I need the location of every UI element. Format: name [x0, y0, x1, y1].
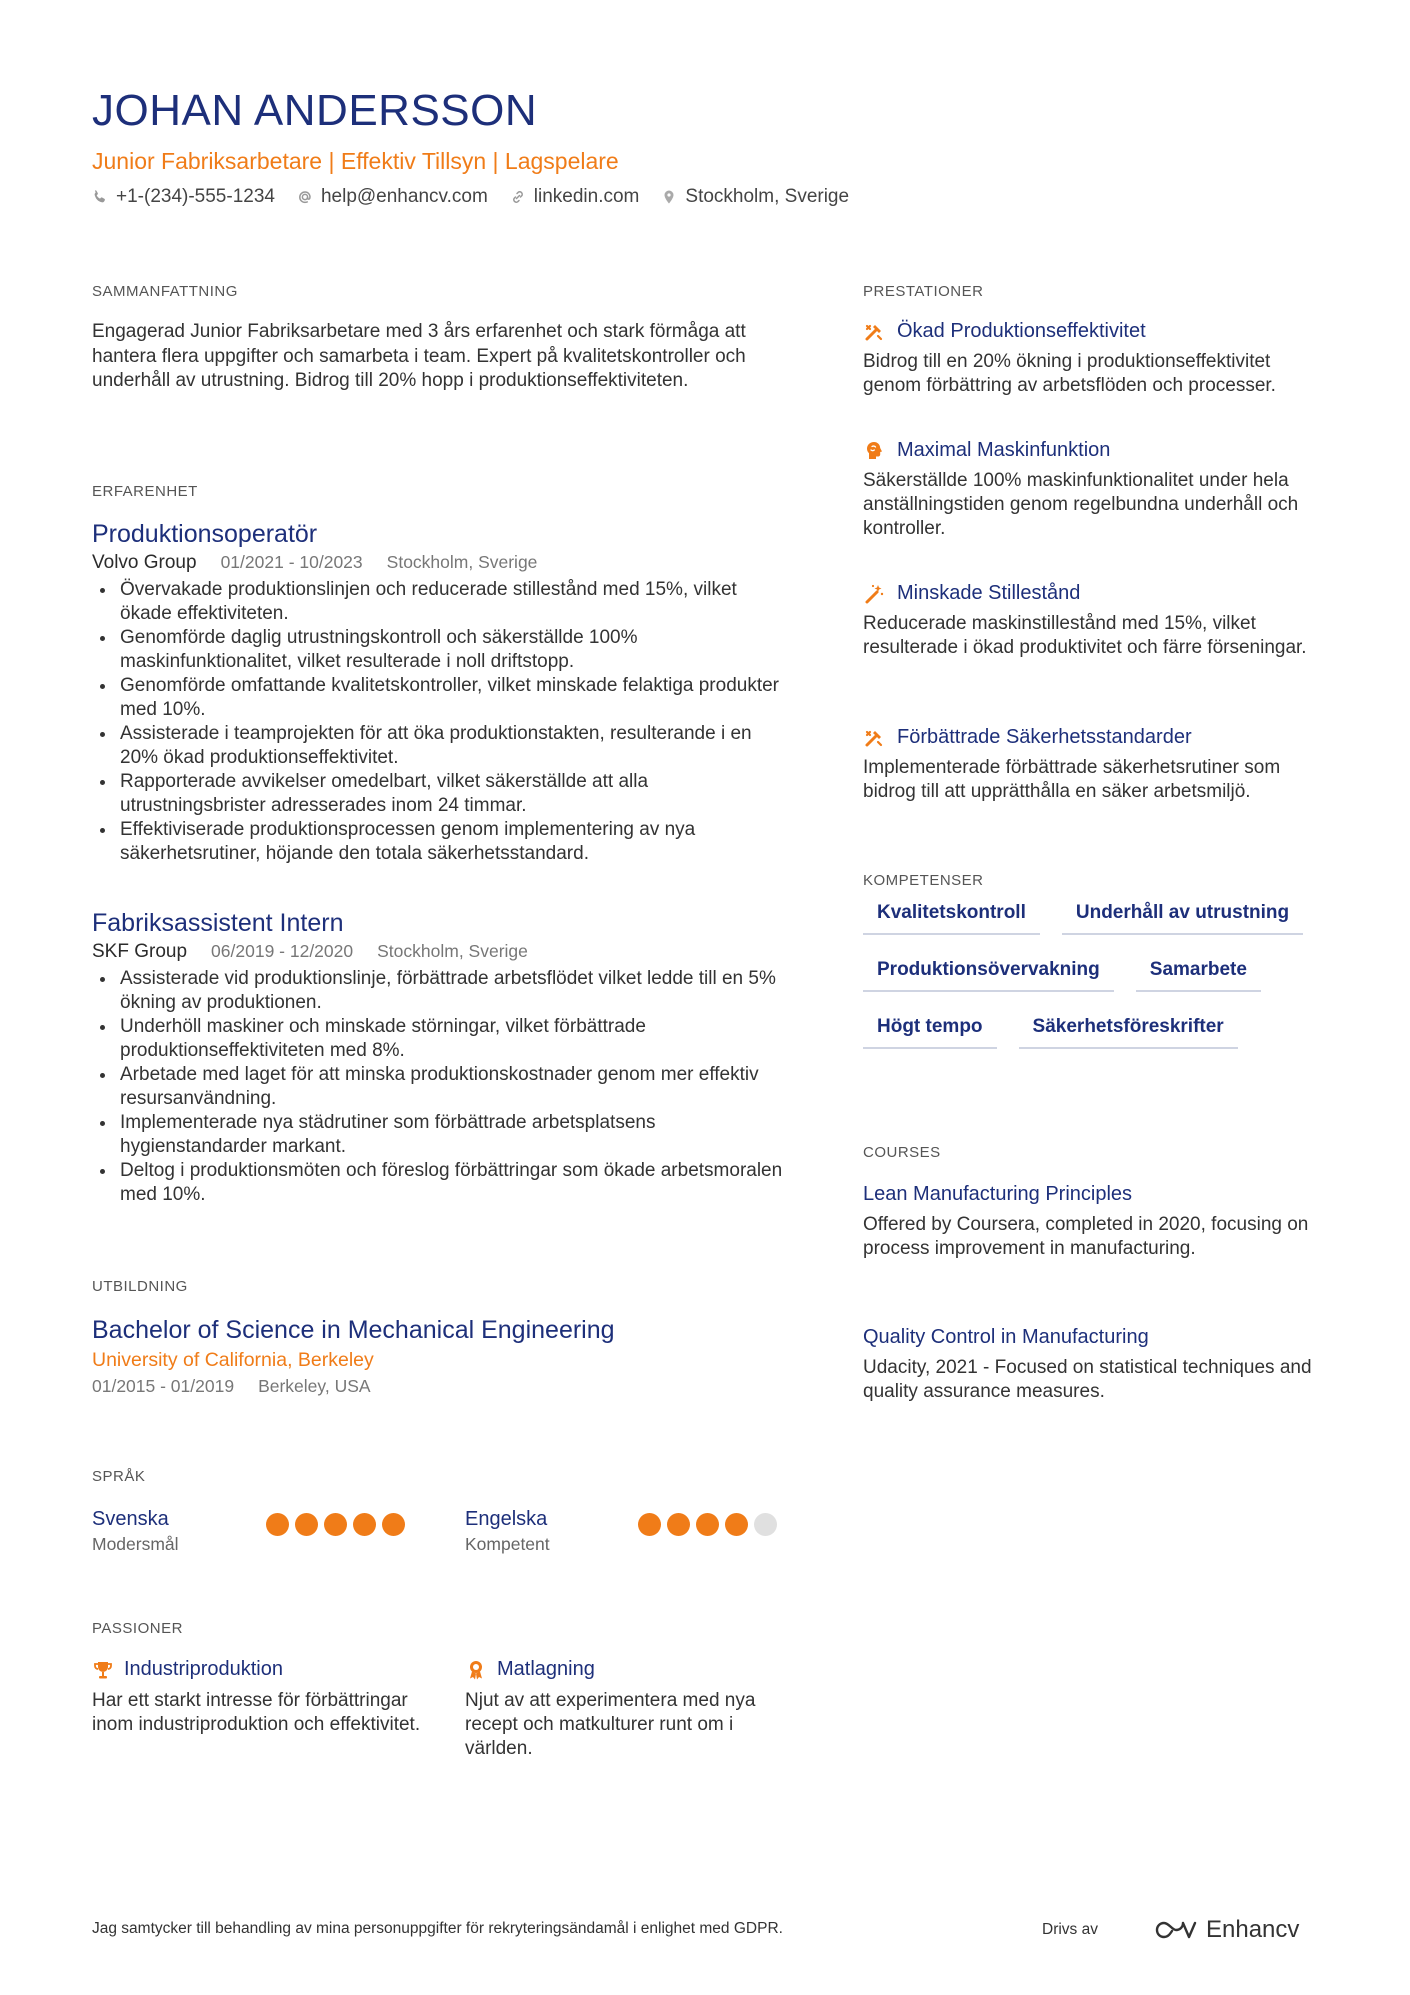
- achievement-title: Förbättrade Säkerhetsstandarder: [897, 726, 1192, 748]
- candidate-name: JOHAN ANDERSSON: [92, 86, 538, 135]
- powered-by-label: Drivs av: [1042, 1921, 1098, 1938]
- linkedin-text: linkedin.com: [533, 186, 640, 207]
- summary-label: SAMMANFATTNING: [92, 283, 238, 300]
- gdpr-consent: Jag samtycker till behandling av mina personuppgifter för rekryteringsändamål i enlighet med GDPR.: [92, 1920, 783, 1937]
- skill-tag: Samarbete: [1136, 959, 1261, 992]
- course-item: [863, 1183, 1333, 1261]
- job-bullets: [92, 967, 792, 1207]
- language-rating: [266, 1513, 405, 1536]
- achievement-text: Implementerade förbättrade säkerhetsrutiner som bidrog till att upprätthålla en säker arbetsmiljö.: [863, 757, 1281, 802]
- brand-logo[interactable]: [1154, 1916, 1299, 1944]
- rating-dot-filled: [696, 1513, 719, 1536]
- rating-dot-filled: [295, 1513, 318, 1536]
- job-meta: [92, 941, 792, 963]
- job-company: SKF Group: [92, 941, 188, 962]
- location-text: Stockholm, Sverige: [685, 186, 850, 207]
- contact-phone[interactable]: [92, 186, 275, 208]
- achievement-item: [863, 726, 1333, 804]
- language-name: Svenska: [92, 1508, 169, 1530]
- rating-dot-filled: [266, 1513, 289, 1536]
- rating-dot-empty: [754, 1513, 777, 1536]
- achievement-item: [863, 320, 1333, 398]
- skill-tag: Högt tempo: [863, 1016, 997, 1049]
- brain-icon: [863, 440, 885, 462]
- achievement-text: Bidrog till en 20% ökning i produktionseffektivitet genom förbättring av arbetsflöden och processer.: [863, 351, 1276, 396]
- at-icon: [297, 189, 313, 205]
- bullet-item: Underhöll maskiner och minskade störningar, vilket förbättrade produktionseffektiviteten med 8%.: [92, 1015, 792, 1063]
- passion-item: [92, 1658, 422, 1737]
- medal-icon: [465, 1659, 487, 1681]
- course-item: [863, 1326, 1333, 1404]
- course-text: Udacity, 2021 - Focused on statistical techniques and quality assurance measures.: [863, 1357, 1312, 1402]
- languages-label: SPRÅK: [92, 1468, 146, 1485]
- job-bullets: [92, 578, 792, 866]
- passion-title: Matlagning: [497, 1658, 595, 1680]
- language-rating: [638, 1513, 777, 1536]
- education-school: University of California, Berkeley: [92, 1349, 374, 1371]
- achievement-item: [863, 582, 1333, 660]
- skill-tag: Produktionsövervakning: [863, 959, 1114, 992]
- skill-tag: Underhåll av utrustning: [1062, 902, 1303, 935]
- courses-label: COURSES: [863, 1144, 941, 1161]
- achievement-title: Ökad Produktionseffektivitet: [897, 320, 1146, 342]
- phone-icon: [92, 189, 108, 205]
- education-location: Berkeley, USA: [258, 1376, 371, 1396]
- job-entry: [92, 909, 792, 1207]
- skill-tag: Säkerhetsföreskrifter: [1019, 1016, 1238, 1049]
- powered-by: [1042, 1916, 1299, 1944]
- job-title: Fabriksassistent Intern: [92, 909, 344, 937]
- job-location: Stockholm, Sverige: [377, 941, 528, 961]
- bullet-item: Implementerade nya städrutiner som förbättrade arbetsplatsens hygienstandarder markant.: [92, 1111, 792, 1159]
- achievement-text: Säkerställde 100% maskinfunktionalitet under hela anställningstiden genom regelbundna underhåll och kontroller.: [863, 470, 1299, 539]
- tools-icon: [863, 321, 885, 343]
- bullet-item: Övervakade produktionslinjen och reducerade stillestånd med 15%, vilket ökade effektiviteten.: [92, 578, 792, 626]
- achievement-item: [863, 439, 1333, 541]
- bullet-item: Genomförde omfattande kvalitetskontroller, vilket minskade felaktiga produkter med 10%.: [92, 674, 792, 722]
- education-meta: [92, 1376, 792, 1397]
- achievements-label: PRESTATIONER: [863, 283, 984, 300]
- contact-bar: [92, 186, 849, 208]
- passion-title: Industriproduktion: [124, 1658, 283, 1680]
- skills-list: [863, 902, 1333, 1073]
- job-dates: 06/2019 - 12/2020: [211, 941, 354, 961]
- education-degree: Bachelor of Science in Mechanical Engineering: [92, 1316, 615, 1344]
- bullet-item: Arbetade med laget för att minska produktionskostnader genom mer effektiv resursanvändning.: [92, 1063, 792, 1111]
- phone-text: +1-(234)-555-1234: [116, 186, 275, 207]
- bullet-item: Rapporterade avvikelser omedelbart, vilket säkerställde att alla utrustningsbrister adresserades inom 24 timmar.: [92, 770, 792, 818]
- rating-dot-filled: [725, 1513, 748, 1536]
- language-level: Modersmål: [92, 1534, 179, 1554]
- enhancv-logo-icon: [1154, 1919, 1198, 1941]
- skills-label: KOMPETENSER: [863, 872, 984, 889]
- location-pin-icon: [661, 189, 677, 205]
- magic-wand-icon: [863, 583, 885, 605]
- job-location: Stockholm, Sverige: [386, 552, 538, 572]
- passions-label: PASSIONER: [92, 1620, 183, 1637]
- passion-text: Har ett starkt intresse för förbättringar inom industriproduktion och effektivitet.: [92, 1690, 421, 1735]
- course-text: Offered by Coursera, completed in 2020, focusing on process improvement in manufacturing.: [863, 1214, 1309, 1259]
- candidate-tagline: Junior Fabriksarbetare | Effektiv Tillsyn | Lagspelare: [92, 148, 619, 174]
- language-item: [465, 1508, 550, 1555]
- bullet-item: Genomförde daglig utrustningskontroll och säkerställde 100% maskinfunktionalitet, vilket resulterade i noll driftstopp.: [92, 626, 792, 674]
- bullet-item: Assisterade vid produktionslinje, förbättrade arbetsflödet vilket ledde till en 5% ökning av produktionen.: [92, 967, 792, 1015]
- achievement-title: Maximal Maskinfunktion: [897, 439, 1111, 461]
- contact-linkedin[interactable]: [510, 186, 640, 208]
- brand-name: Enhancv: [1205, 1916, 1300, 1943]
- course-title: Lean Manufacturing Principles: [863, 1183, 1133, 1205]
- achievement-title: Minskade Stillestånd: [897, 582, 1081, 604]
- bullet-item: Assisterade i teamprojekten för att öka produktionstakten, resulterande i en 20% ökad produktionseffektivitet.: [92, 722, 792, 770]
- bullet-item: Deltog i produktionsmöten och föreslog förbättringar som ökade arbetsmoralen med 10%.: [92, 1159, 792, 1207]
- rating-dot-filled: [324, 1513, 347, 1536]
- course-title: Quality Control in Manufacturing: [863, 1326, 1149, 1348]
- summary-text: Engagerad Junior Fabriksarbetare med 3 års erfarenhet och stark förmåga att hantera flera uppgifter och samarbeta i team. Expert på kvalitetskontroller och underhåll av utrustning. Bidrog till 20% hopp i produktionseffektiviteten.: [92, 321, 746, 391]
- link-icon: [510, 189, 526, 205]
- education-label: UTBILDNING: [92, 1278, 188, 1295]
- trophy-icon: [92, 1659, 114, 1681]
- passion-item: [465, 1658, 795, 1761]
- experience-label: ERFARENHET: [92, 483, 198, 500]
- email-text: help@enhancv.com: [320, 186, 488, 207]
- tools-icon: [863, 727, 885, 749]
- job-meta: [92, 552, 792, 574]
- passion-text: Njut av att experimentera med nya recept och matkulturer runt om i världen.: [465, 1690, 756, 1759]
- education-dates: 01/2015 - 01/2019: [92, 1376, 235, 1396]
- education-entry: [92, 1316, 792, 1397]
- job-title: Produktionsoperatör: [92, 520, 318, 548]
- contact-location: [661, 186, 849, 208]
- language-level: Kompetent: [465, 1534, 550, 1554]
- achievement-text: Reducerade maskinstillestånd med 15%, vilket resulterade i ökad produktivitet och färre förseningar.: [863, 613, 1307, 658]
- rating-dot-filled: [667, 1513, 690, 1536]
- job-company: Volvo Group: [92, 552, 197, 573]
- skill-tag: Kvalitetskontroll: [863, 902, 1040, 935]
- contact-email[interactable]: [297, 186, 488, 208]
- rating-dot-filled: [638, 1513, 661, 1536]
- rating-dot-filled: [382, 1513, 405, 1536]
- language-name: Engelska: [465, 1508, 548, 1530]
- job-entry: [92, 520, 792, 866]
- bullet-item: Effektiviserade produktionsprocessen genom implementering av nya säkerhetsrutiner, höjande den totala säkerhetsstandard.: [92, 818, 792, 866]
- rating-dot-filled: [353, 1513, 376, 1536]
- language-item: [92, 1508, 179, 1555]
- job-dates: 01/2021 - 10/2023: [220, 552, 363, 572]
